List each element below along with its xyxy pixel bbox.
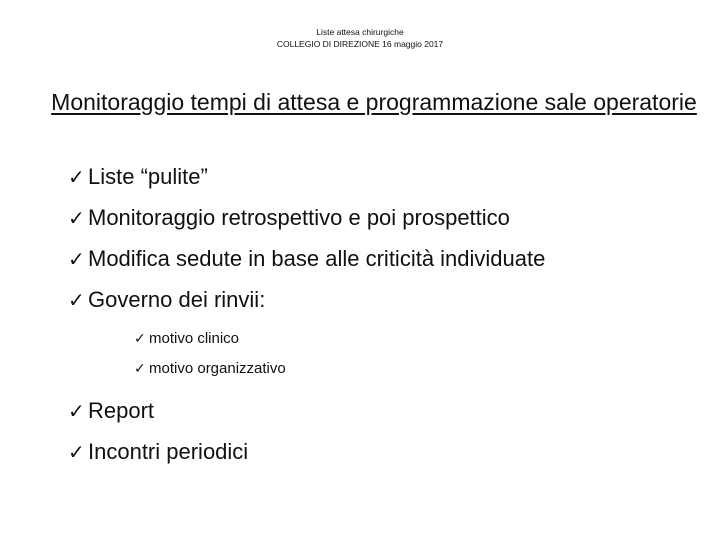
checkmark-icon: ✓ bbox=[68, 208, 85, 230]
list-item bbox=[68, 431, 708, 472]
header-line-2: COLLEGIO DI DIREZIONE 16 maggio 2017 bbox=[276, 39, 444, 49]
sub-list-item bbox=[134, 353, 708, 383]
list-item-text: Modifica sedute in base alle criticità individuate bbox=[88, 246, 546, 271]
checkmark-icon: ✓ bbox=[68, 249, 85, 271]
list-item-text: Liste “pulite” bbox=[88, 164, 208, 189]
checkmark-icon: ✓ bbox=[68, 167, 85, 189]
checkmark-icon: ✓ bbox=[134, 360, 146, 376]
slide-title: Monitoraggio tempi di attesa e programmazione sale operatorie bbox=[51, 89, 697, 115]
checkmark-icon: ✓ bbox=[68, 442, 85, 464]
sub-list-item-text: motivo clinico bbox=[149, 330, 240, 347]
list-item-text: Report bbox=[88, 398, 155, 423]
bullet-list bbox=[68, 156, 708, 472]
list-item bbox=[68, 156, 708, 197]
list-item-text: Governo dei rinvii: bbox=[88, 287, 266, 312]
sub-bullet-list bbox=[68, 320, 708, 390]
checkmark-icon: ✓ bbox=[68, 401, 85, 423]
list-item bbox=[68, 279, 708, 320]
list-item bbox=[68, 238, 708, 279]
list-item-text: Incontri periodici bbox=[88, 439, 249, 464]
checkmark-icon: ✓ bbox=[68, 290, 85, 312]
slide-header bbox=[0, 26, 720, 50]
list-item bbox=[68, 390, 708, 431]
checkmark-icon: ✓ bbox=[134, 330, 146, 346]
header-line-1: Liste attesa chirurgiche bbox=[316, 27, 404, 37]
list-item-text: Monitoraggio retrospettivo e poi prospettico bbox=[88, 205, 510, 230]
sub-list-item bbox=[134, 323, 708, 353]
list-item bbox=[68, 197, 708, 238]
sub-list-item-text: motivo organizzativo bbox=[149, 360, 286, 377]
